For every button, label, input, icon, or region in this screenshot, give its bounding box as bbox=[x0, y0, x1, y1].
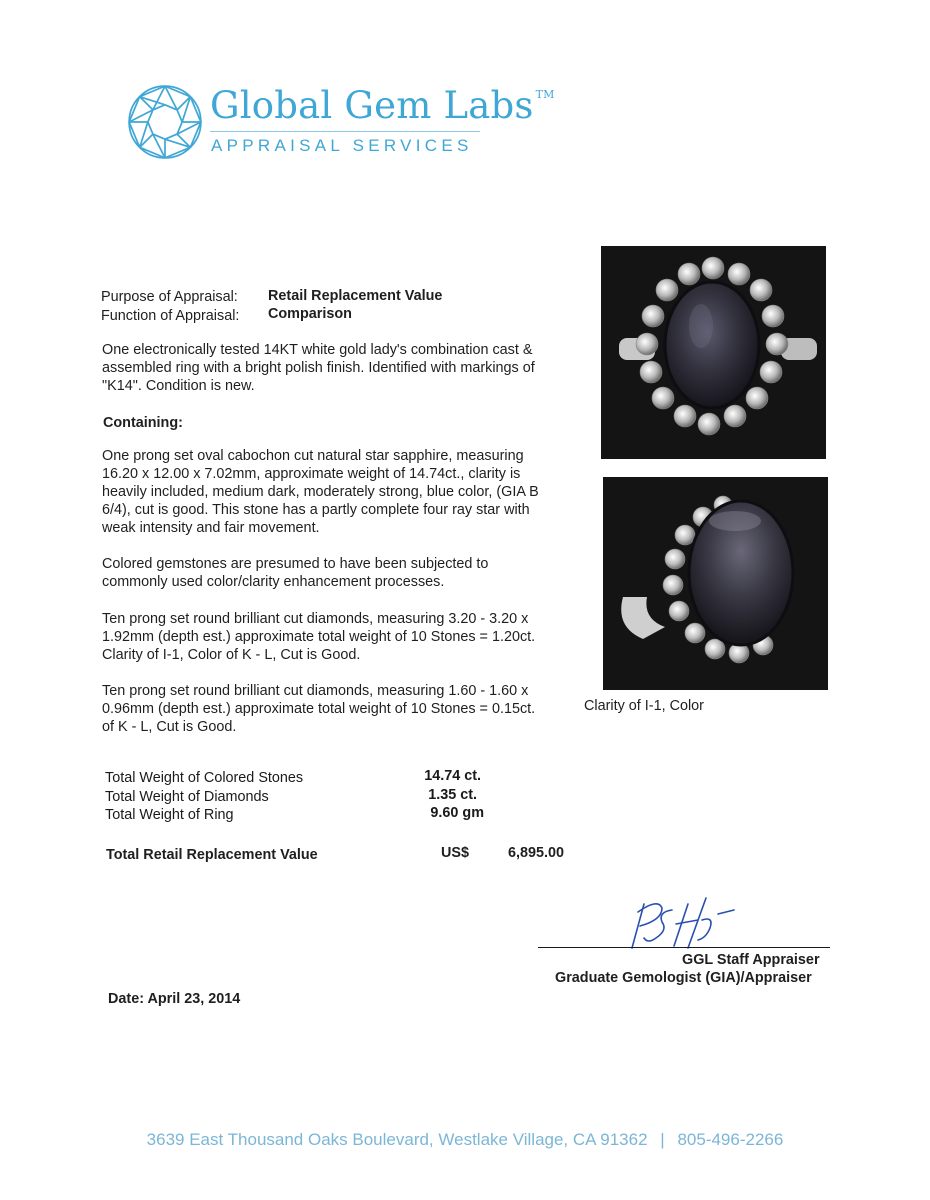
footer-address: 3639 East Thousand Oaks Boulevard, Westlake Village, CA 91362 bbox=[146, 1130, 648, 1149]
purpose-value: Retail Replacement Value bbox=[268, 288, 443, 304]
ring-description: One electronically tested 14KT white gold lady's combination cast & assembled ring with a bright polish finish. Identified with markings of "K14". Condition is new. bbox=[102, 342, 535, 394]
footer-contact bbox=[0, 1130, 930, 1150]
total-retail-label: Total Retail Replacement Value bbox=[106, 847, 318, 863]
appraiser-credential: Graduate Gemologist (GIA)/Appraiser bbox=[555, 970, 812, 986]
total-retail-value: 6,895.00 bbox=[508, 845, 565, 861]
total-diamonds-label: Total Weight of Diamonds bbox=[105, 789, 269, 805]
total-diamonds-value: 1.35 ct. bbox=[428, 787, 477, 803]
diamonds-small-description: Ten prong set round brilliant cut diamonds, measuring 1.60 - 1.60 x 0.96mm (depth est.) approximate total weight of 10 Stones = 0.15ct. of K - L, Cut is Good. bbox=[102, 683, 536, 735]
diamonds-small-clarity-note: Clarity of I-1, Color bbox=[584, 698, 704, 714]
total-ring-value: 9.60 gm bbox=[430, 805, 484, 821]
signature-line bbox=[538, 947, 830, 948]
appraiser-signature bbox=[610, 890, 750, 952]
appraiser-title: GGL Staff Appraiser bbox=[682, 952, 820, 968]
sapphire-description: One prong set oval cabochon cut natural star sapphire, measuring 16.20 x 12.00 x 7.02mm, approximate weight of 14.74ct., clarity is heavily included, medium dark, moderately strong, blue color, (GIA B 6/4), cut is good. This stone has a partly complete four ray star with weak intensity and fair movement. bbox=[102, 448, 539, 536]
total-ring-label: Total Weight of Ring bbox=[105, 807, 234, 823]
gem-logo-icon bbox=[126, 83, 204, 161]
function-label: Function of Appraisal: bbox=[101, 308, 240, 324]
total-colored-label: Total Weight of Colored Stones bbox=[105, 770, 304, 786]
total-colored-value: 14.74 ct. bbox=[424, 768, 481, 784]
company-subtitle: APPRAISAL SERVICES bbox=[211, 136, 473, 155]
footer-phone: 805-496-2266 bbox=[677, 1130, 784, 1149]
logo-divider bbox=[210, 131, 480, 132]
diamonds-large-description: Ten prong set round brilliant cut diamonds, measuring 3.20 - 3.20 x 1.92mm (depth est.) approximate total weight of 10 Stones = 1.20ct. Clarity of I-1, Color of K - L, Cut is Good. bbox=[102, 611, 536, 663]
currency-label: US$ bbox=[441, 845, 469, 861]
function-value: Comparison bbox=[268, 306, 352, 322]
ring-side-view-icon bbox=[603, 477, 828, 690]
footer-separator: | bbox=[660, 1130, 665, 1149]
company-name: Global Gem Labs ™ bbox=[210, 84, 555, 127]
ring-photo-top bbox=[601, 246, 826, 459]
treatment-note: Colored gemstones are presumed to have been subjected to commonly used color/clarity enhancement processes. bbox=[102, 556, 489, 590]
appraisal-date: Date: April 23, 2014 bbox=[108, 991, 241, 1007]
ring-photo-bottom bbox=[603, 477, 828, 690]
containing-heading: Containing: bbox=[103, 415, 183, 431]
ring-top-view-icon bbox=[601, 246, 826, 459]
purpose-label: Purpose of Appraisal: bbox=[101, 289, 238, 305]
trademark-mark: TM bbox=[535, 88, 555, 101]
